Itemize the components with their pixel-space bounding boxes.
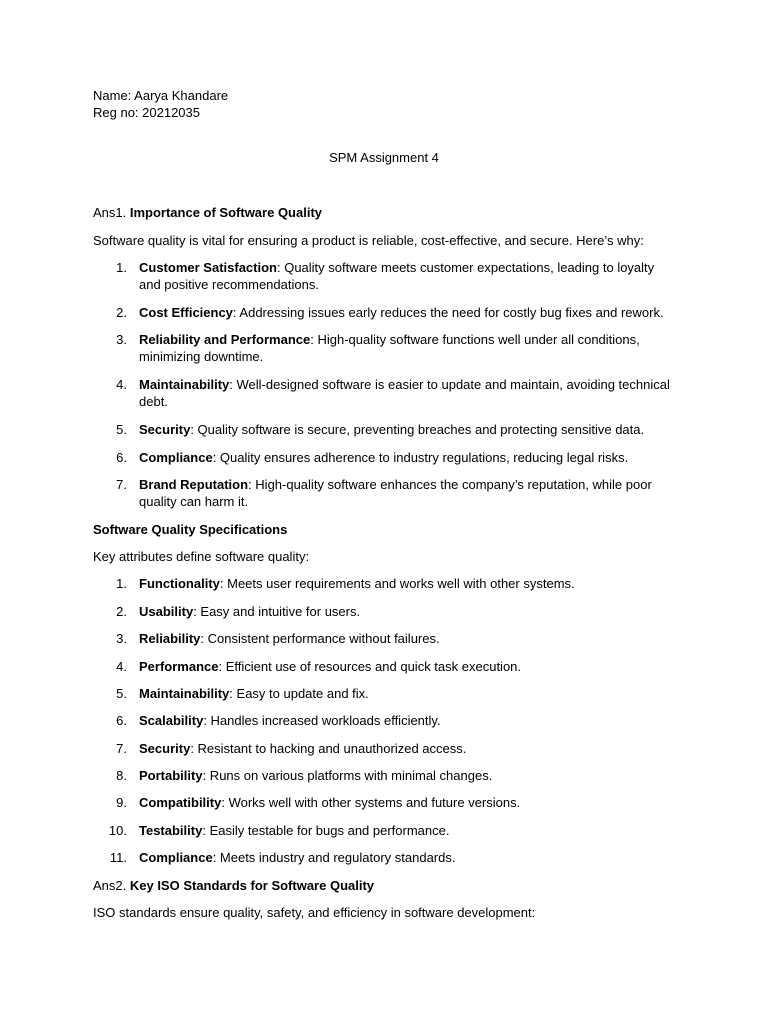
document-title: SPM Assignment 4: [329, 150, 439, 165]
list-term: Functionality: [139, 576, 220, 591]
list-number: 11.: [109, 850, 127, 865]
ans2-title: Key ISO Standards for Software Quality: [129, 878, 375, 893]
list-number: 7.: [116, 741, 127, 756]
registration-number: Reg no: 20212035: [93, 105, 200, 120]
list-term: Portability: [139, 768, 203, 783]
list-text: : Runs on various platforms with minimal changes.: [202, 768, 493, 783]
list-number: 1.: [116, 260, 127, 275]
list-term: Testability: [139, 823, 203, 838]
list-term: Security: [139, 741, 191, 756]
specs-intro: Key attributes define software quality:: [93, 549, 310, 564]
specs-title: Software Quality Specifications: [93, 522, 288, 537]
list-number: 5.: [116, 422, 127, 437]
list-text: : Resistant to hacking and unauthorized access.: [190, 741, 467, 756]
list-text: : High-quality software functions well under all conditions, minimizing downtime.: [139, 332, 640, 364]
list-text: : Easy and intuitive for users.: [193, 604, 361, 619]
ans2-heading: [93, 877, 374, 894]
ans2-prefix: Ans2.: [93, 878, 130, 893]
list-number: 6.: [116, 713, 127, 728]
list-text: : Quality software is secure, preventing breaches and protecting sensitive data.: [190, 422, 645, 437]
list-term: Security: [139, 422, 191, 437]
list-term: Reliability: [139, 631, 201, 646]
list-number: 2.: [116, 604, 127, 619]
list-term: Scalability: [139, 713, 204, 728]
list-text: : Quality software meets customer expectations, leading to loyalty and positive recommendations.: [139, 260, 655, 292]
student-name: Name: Aarya Khandare: [93, 88, 229, 103]
list-number: 9.: [116, 795, 127, 810]
list-term: Performance: [139, 659, 219, 674]
list-text: : Addressing issues early reduces the need for costly bug fixes and rework.: [232, 305, 664, 320]
list-text: : Consistent performance without failures.: [200, 631, 440, 646]
list-text: : Meets industry and regulatory standards.: [212, 850, 456, 865]
ans1-heading: [93, 204, 322, 221]
list-number: 4.: [116, 659, 127, 674]
ans1-intro: Software quality is vital for ensuring a product is reliable, cost-effective, and secure. Here’s why:: [93, 233, 644, 248]
list-term: Compatibility: [139, 795, 222, 810]
list-number: 4.: [116, 377, 127, 392]
list-text: : Handles increased workloads efficiently.: [203, 713, 441, 728]
list-text: : Works well with other systems and future versions.: [221, 795, 521, 810]
list-text: : Efficient use of resources and quick task execution.: [218, 659, 522, 674]
list-term: Reliability and Performance: [139, 332, 311, 347]
list-term: Customer Satisfaction: [139, 260, 277, 275]
list-number: 6.: [116, 450, 127, 465]
list-term: Brand Reputation: [139, 477, 249, 492]
list-number: 3.: [116, 631, 127, 646]
list-term: Maintainability: [139, 377, 230, 392]
list-term: Maintainability: [139, 686, 230, 701]
list-number: 3.: [116, 332, 127, 347]
list-text: : Meets user requirements and works well with other systems.: [219, 576, 575, 591]
list-term: Usability: [139, 604, 194, 619]
ans2-intro: ISO standards ensure quality, safety, and efficiency in software development:: [93, 905, 536, 920]
list-term: Compliance: [139, 850, 213, 865]
list-text: : Easily testable for bugs and performance.: [202, 823, 450, 838]
ans1-prefix: Ans1.: [93, 205, 130, 220]
list-text: : Well-designed software is easier to update and maintain, avoiding technical debt.: [139, 377, 670, 409]
list-number: 10.: [108, 823, 127, 838]
list-text: : High-quality software enhances the company’s reputation, while poor quality can harm it.: [139, 477, 652, 509]
list-term: Compliance: [139, 450, 213, 465]
list-number: 5.: [116, 686, 127, 701]
ans1-title: Importance of Software Quality: [129, 205, 323, 220]
list-number: 1.: [116, 576, 127, 591]
list-text: : Quality ensures adherence to industry regulations, reducing legal risks.: [212, 450, 629, 465]
list-text: : Easy to update and fix.: [229, 686, 369, 701]
list-number: 2.: [116, 305, 127, 320]
list-number: 7.: [116, 477, 127, 492]
list-term: Cost Efficiency: [139, 305, 233, 320]
specs-heading: [93, 521, 287, 538]
list-number: 8.: [116, 768, 127, 783]
